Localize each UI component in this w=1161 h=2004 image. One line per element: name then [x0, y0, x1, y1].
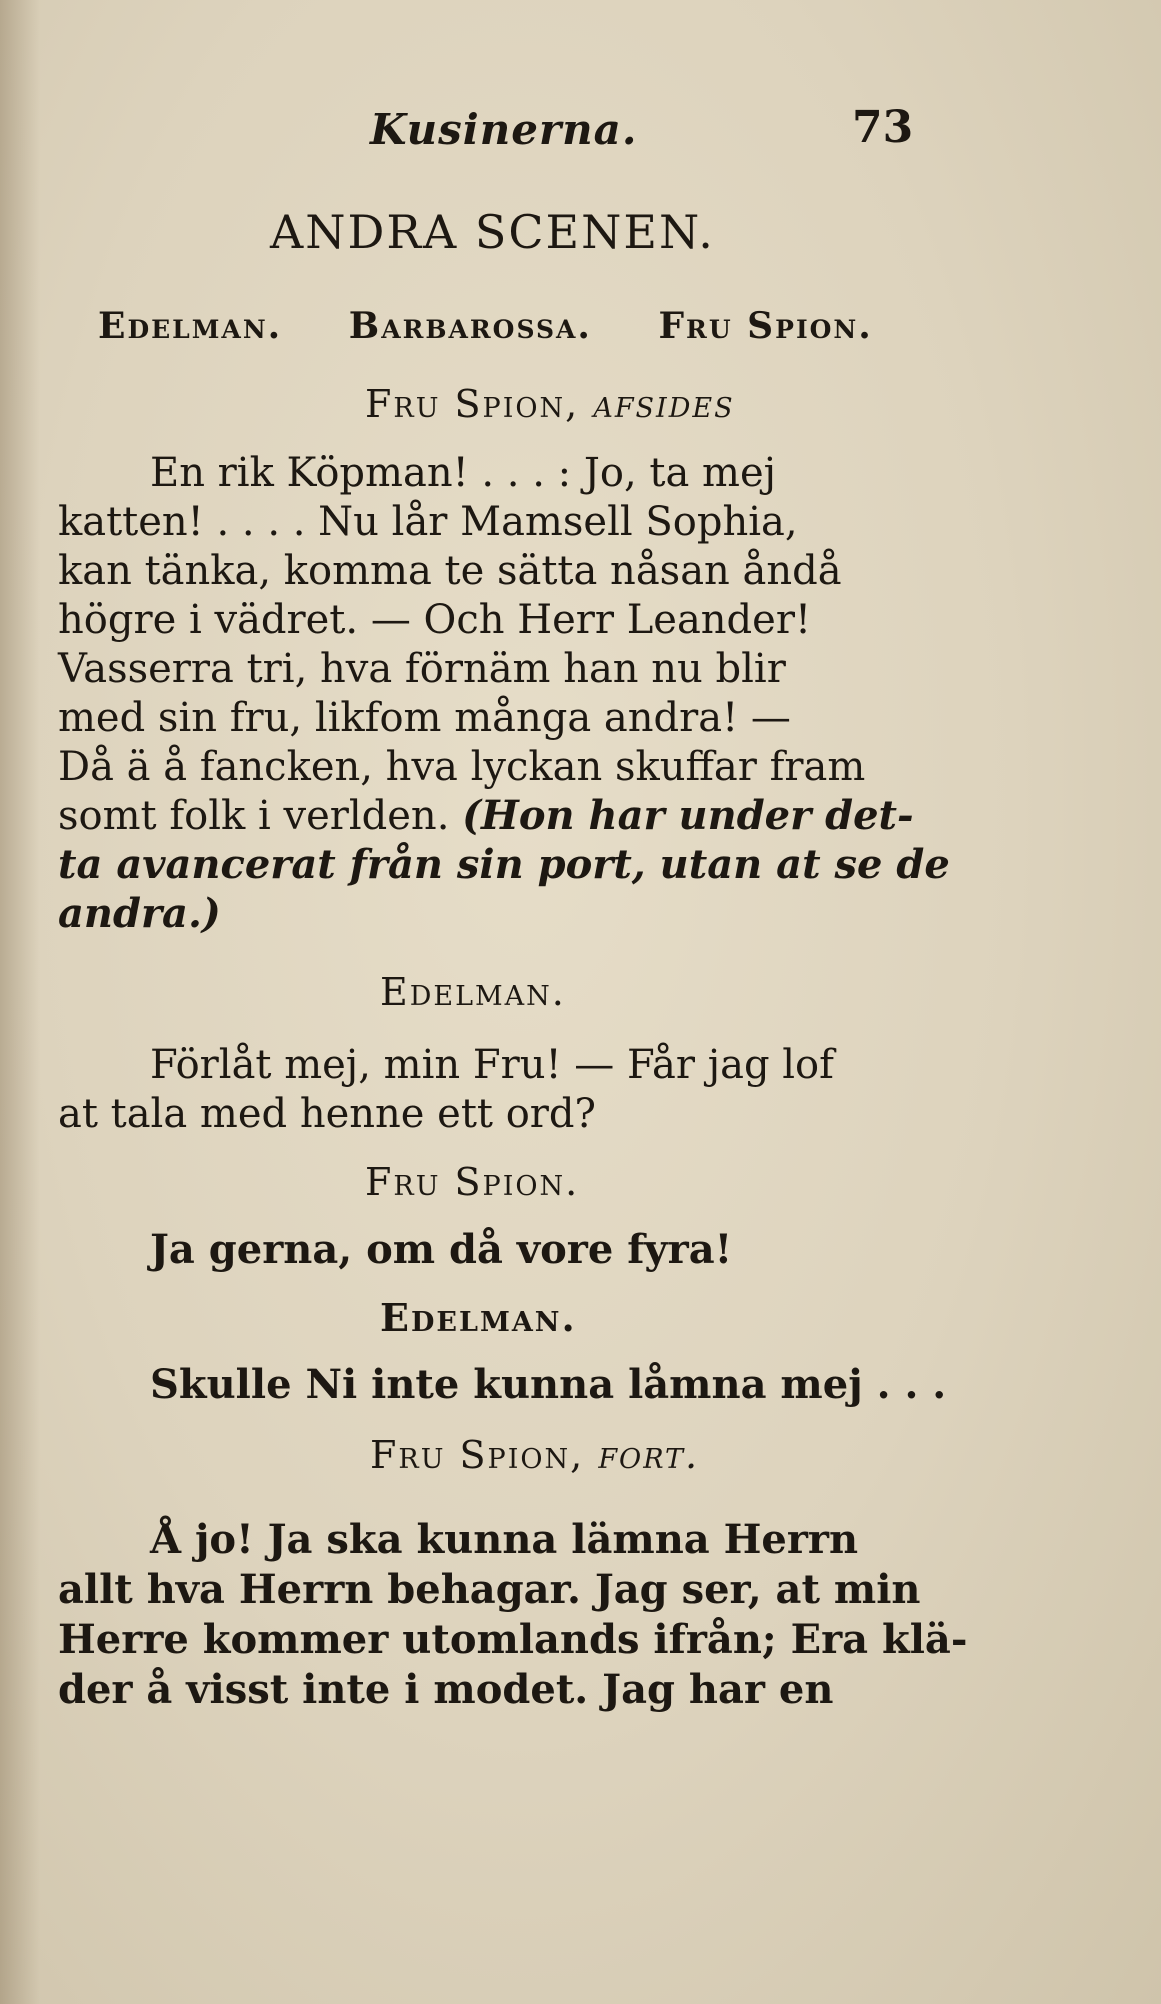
cast-member: Edelman.: [98, 305, 283, 347]
text-line: kan tänka, komma te sätta nåsan åndå: [58, 548, 842, 594]
cast-member: Fru Spion.: [658, 305, 873, 347]
text-line: med sin fru, likfom många andra! —: [58, 695, 791, 741]
text-line: Förlåt mej, min Fru! — Får jag lof: [150, 1042, 834, 1088]
stage-direction: (Hon har under det-: [462, 792, 914, 839]
cast-member: Barbarossa.: [348, 305, 592, 347]
text-line: En rik Köpman! . . . : Jo, ta mej: [150, 450, 777, 496]
stage-direction-inline: afsides: [593, 382, 735, 426]
text-line: at tala med henne ett ord?: [58, 1091, 596, 1137]
speaker-name: Edelman.: [380, 1295, 577, 1340]
speaker-heading: [365, 1160, 579, 1204]
speaker-name: Edelman.: [380, 970, 566, 1014]
text-line: Å jo! Ja ska kunna lämna Herrn: [150, 1516, 859, 1563]
cast-list: [98, 305, 925, 347]
running-title: Kusinerna.: [370, 105, 638, 154]
text-segment: somt folk i verlden.: [58, 793, 450, 839]
text-line: katten! . . . . Nu lår Mamsell Sophia,: [58, 499, 798, 545]
text-line: Ja gerna, om då vore fyra!: [150, 1226, 733, 1273]
speaker-name: Fru Spion,: [365, 382, 580, 426]
text-line: allt hva Herrn behagar. Jag ser, at min: [58, 1566, 921, 1613]
text-line: Vasserra tri, hva förnäm han nu blir: [58, 646, 786, 692]
stage-direction-inline: fort.: [598, 1433, 700, 1477]
speaker-heading: [380, 970, 566, 1014]
stage-direction: andra.): [58, 890, 221, 937]
speaker-heading: [365, 382, 735, 426]
scene-title: ANDRA SCENEN.: [270, 205, 715, 259]
spine-shadow: [0, 0, 40, 2004]
text-line: [58, 791, 914, 841]
speaker-heading: [380, 1295, 577, 1340]
text-line: Herre kommer utomlands ifrån; Era klä-: [58, 1616, 968, 1663]
stage-direction: ta avancerat från sin port, utan at se de: [58, 841, 950, 888]
speaker-name: Fru Spion.: [365, 1160, 580, 1204]
text-line: der å visst inte i modet. Jag har en: [58, 1666, 834, 1713]
text-line: Skulle Ni inte kunna låmna mej . . .: [150, 1361, 947, 1408]
text-line: högre i vädret. — Och Herr Leander!: [58, 597, 812, 643]
speaker-heading: [370, 1433, 699, 1477]
text-line: Då ä å fancken, hva lyckan skuffar fram: [58, 744, 866, 790]
speaker-name: Fru Spion,: [370, 1433, 585, 1477]
page-number: 73: [852, 102, 914, 153]
